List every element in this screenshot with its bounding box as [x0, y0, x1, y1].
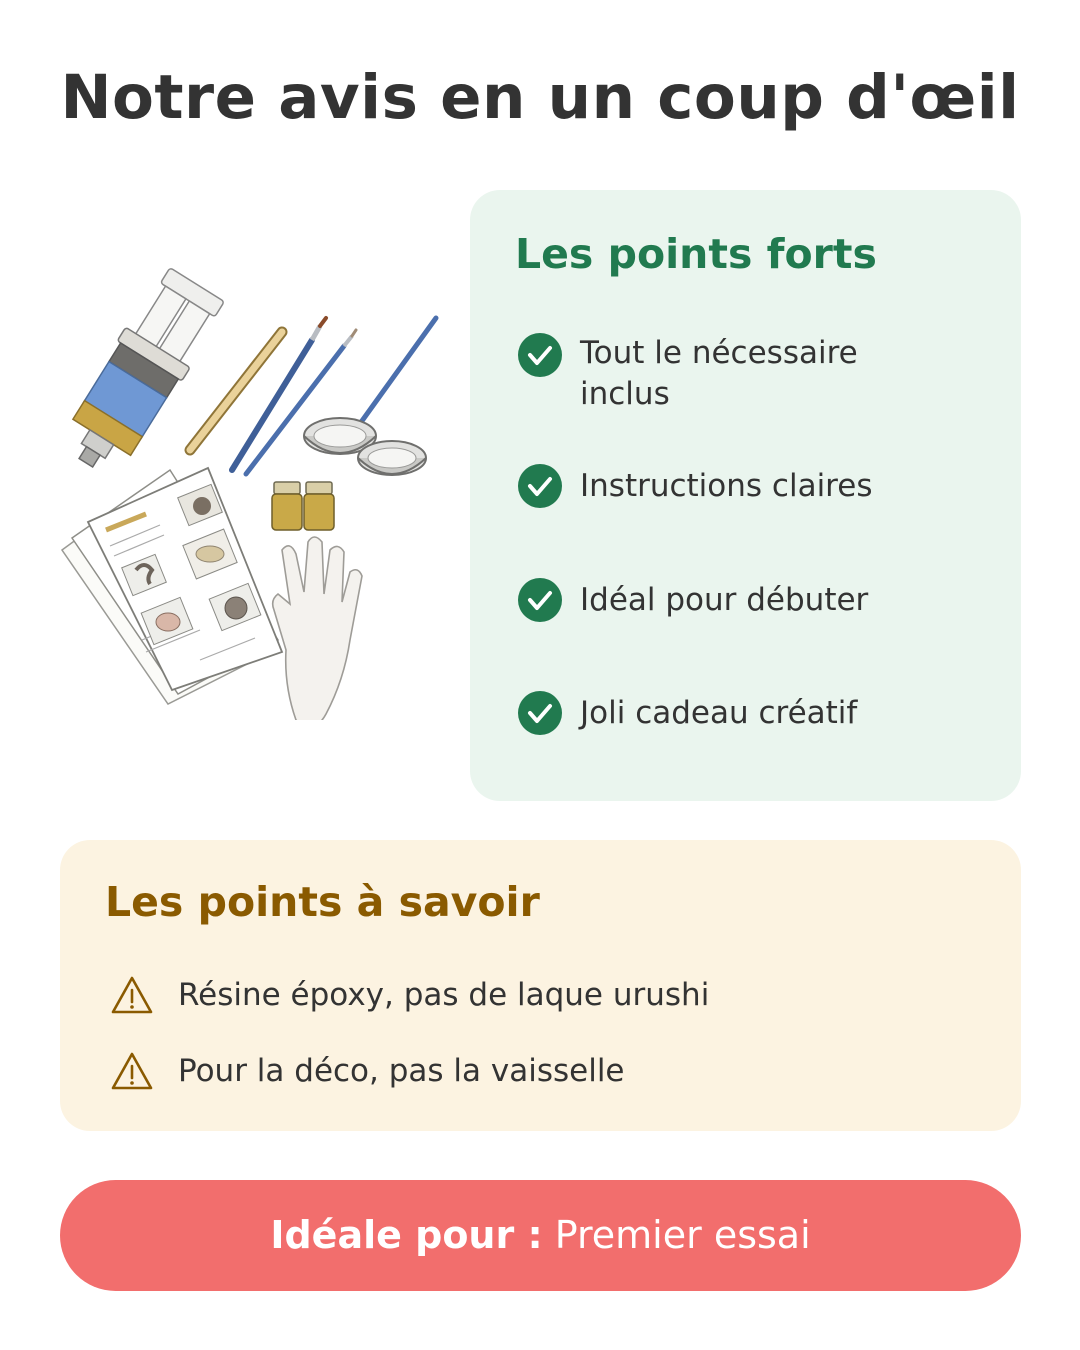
page-title: Notre avis en un coup d'œil [60, 62, 1020, 133]
mixing-bowls-illustration [304, 418, 426, 475]
gold-powder-jars-illustration [272, 482, 334, 530]
ideal-for-banner [60, 1180, 1021, 1291]
glove-illustration [273, 537, 362, 720]
check-circle-icon [518, 464, 562, 508]
warning-triangle-icon [110, 1051, 154, 1091]
pro-item-label: Joli cadeau créatif [580, 695, 858, 731]
warning-triangle-icon [110, 975, 154, 1015]
ideal-for-value: Premier essai [554, 1213, 811, 1257]
check-circle-icon [518, 333, 562, 377]
con-item-label: Pour la déco, pas la vaisselle [178, 1053, 625, 1089]
pro-item-label: Instructions claires [580, 468, 873, 504]
cons-card [60, 840, 1021, 1131]
ideal-for-prefix: Idéale pour : [270, 1213, 543, 1257]
pros-title: Les points forts [515, 230, 877, 278]
check-circle-icon [518, 691, 562, 735]
instruction-sheets-illustration [62, 468, 282, 704]
con-item-label: Résine époxy, pas de laque urushi [178, 977, 710, 1013]
pros-card [470, 190, 1021, 801]
pro-item-label: Idéal pour débuter [580, 582, 869, 618]
cons-title: Les points à savoir [105, 878, 540, 926]
resin-kit-illustration [50, 260, 450, 720]
check-circle-icon [518, 578, 562, 622]
pro-item-label: Tout le nécessaire inclus [580, 335, 858, 412]
syringe-illustration [54, 265, 230, 483]
mixing-stick-illustration [190, 332, 282, 450]
